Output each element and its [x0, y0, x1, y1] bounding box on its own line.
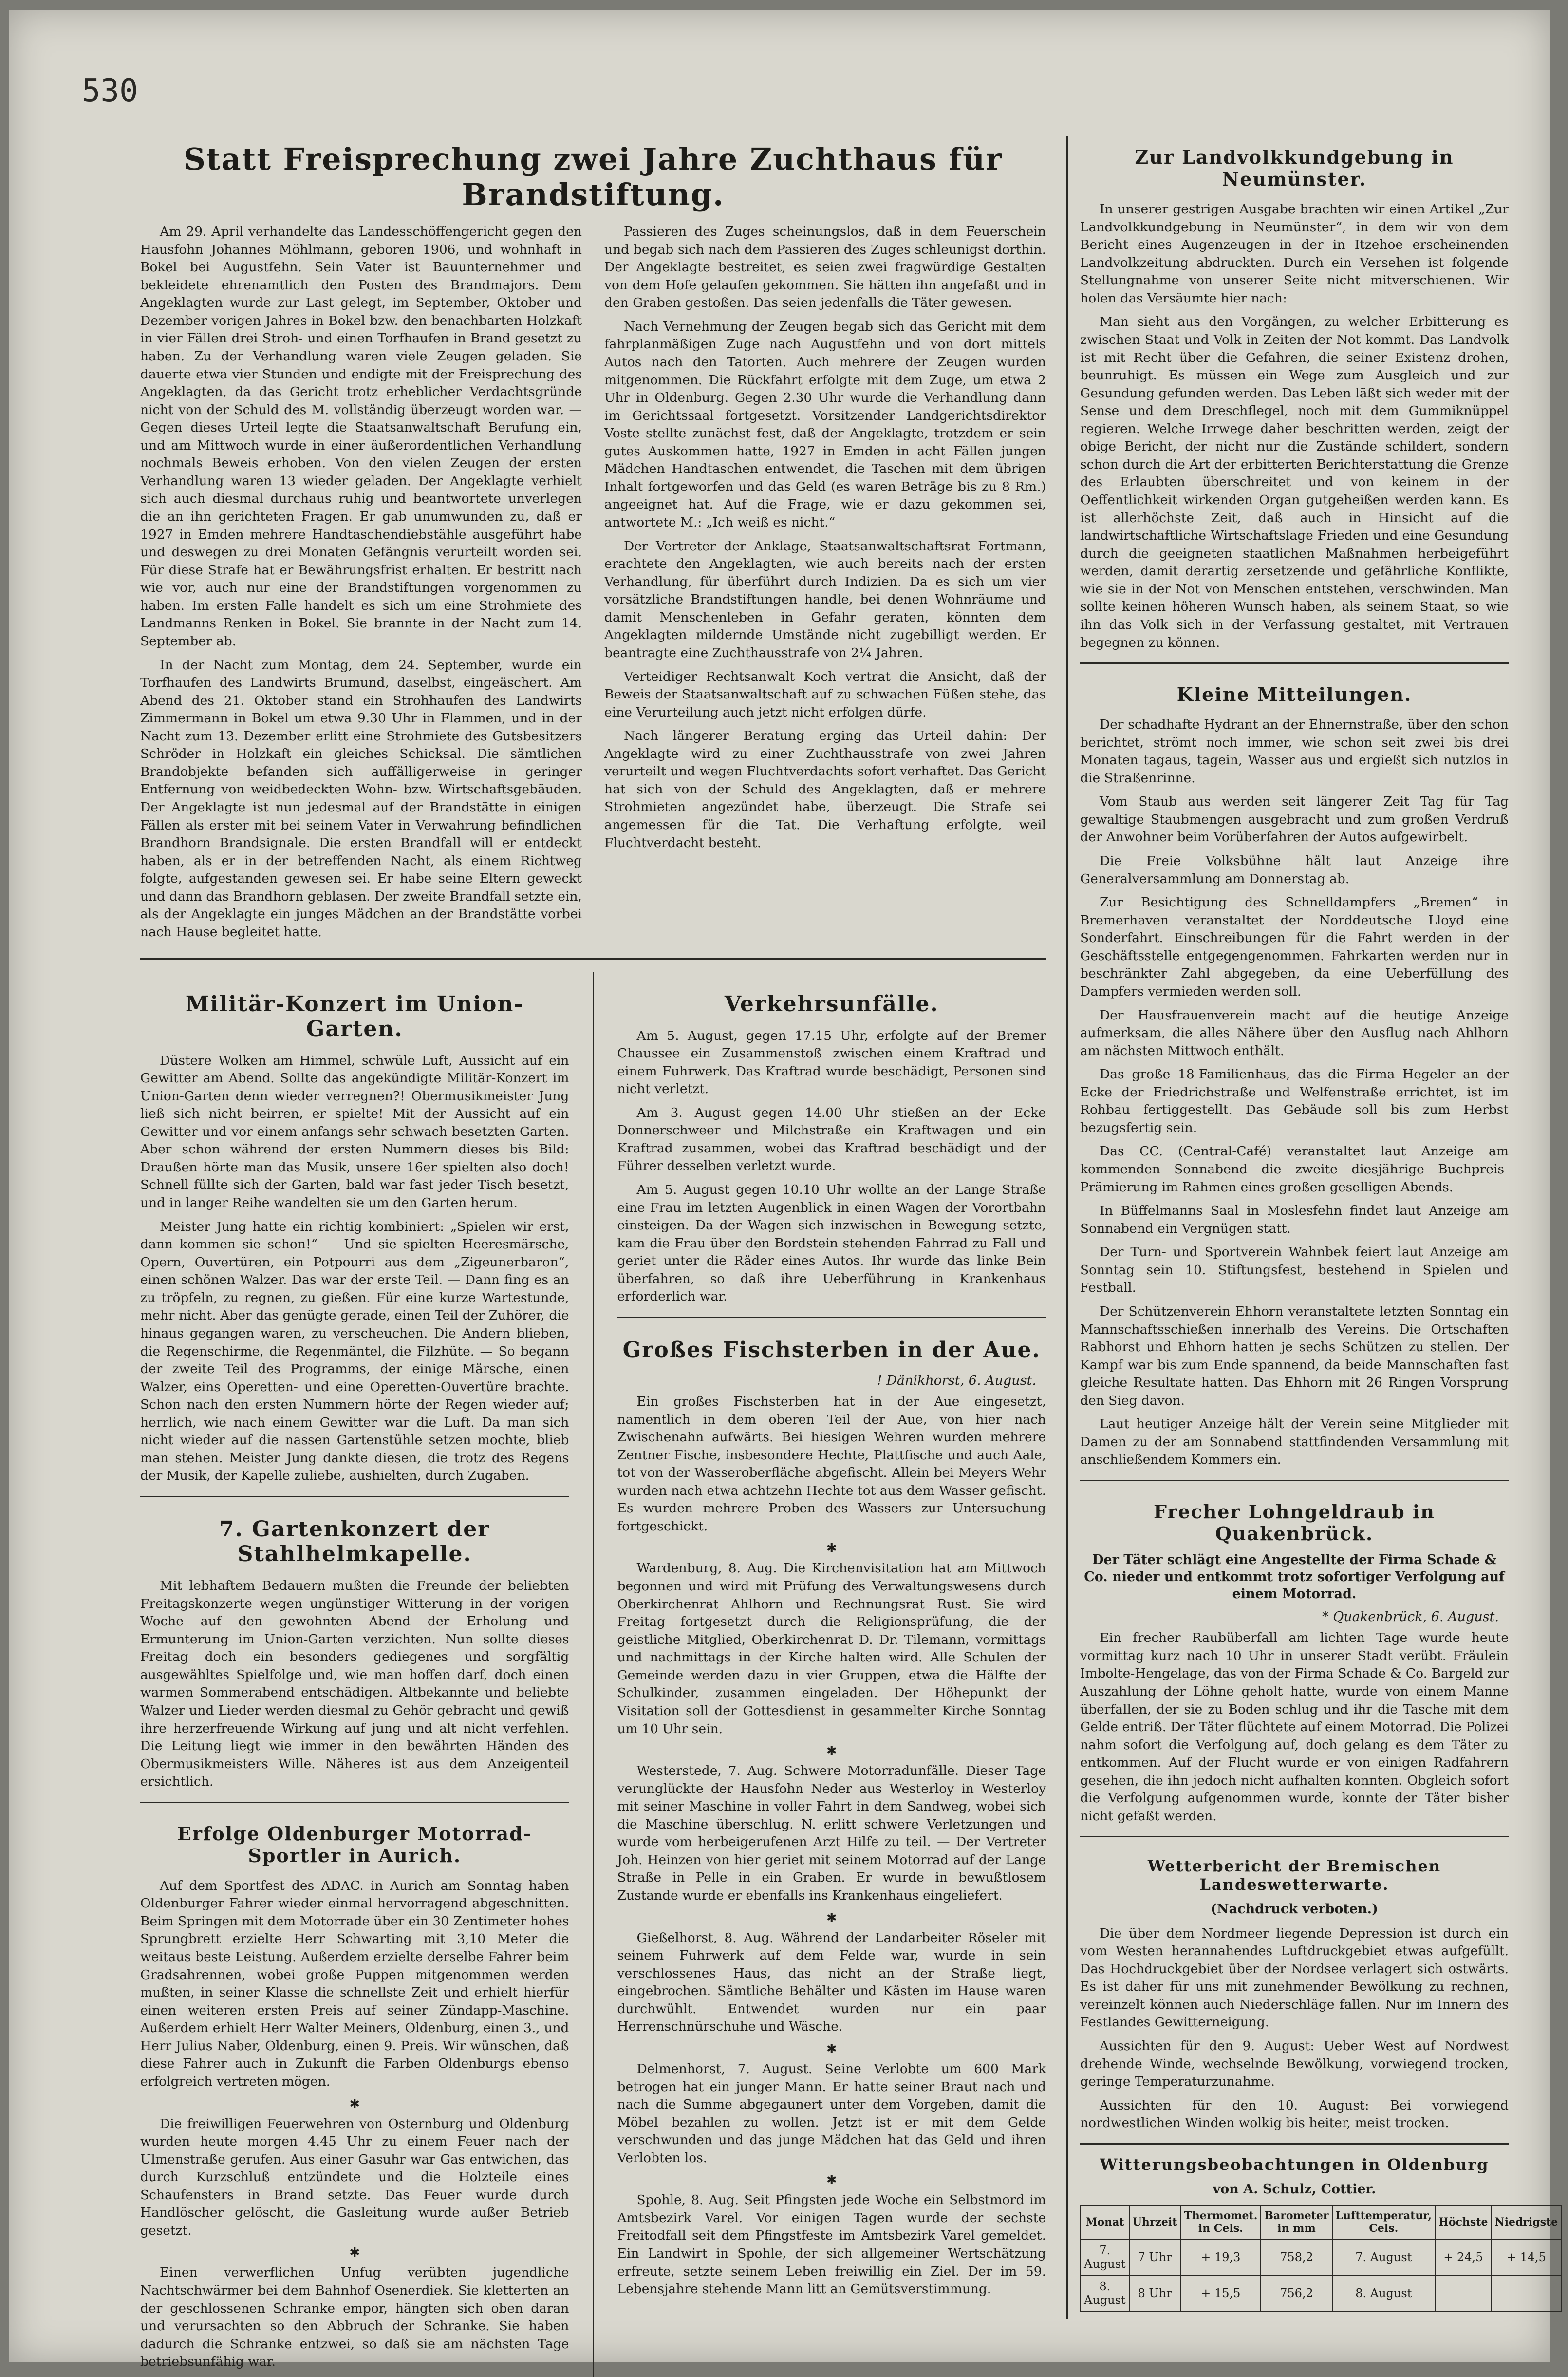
article-paragraph: Laut heutiger Anzeige hält der Verein seine Mitglieder mit Damen zu der am Sonnabend stattfindenden Versammlung mit anschließendem Kommers ein. — [1080, 1416, 1509, 1468]
raub-subline: Der Täter schlägt eine Angestellte der Firma Schade & Co. nieder und entkommt trotz sofortiger Verfolgung auf einem Motorrad. — [1084, 1552, 1505, 1602]
weather-table-cell: 8 Uhr — [1129, 2275, 1181, 2311]
article-paragraph: Aussichten für den 10. August: Bei vorwiegend nordwestlichen Winden wolkig bis heiter, meist trocken. — [1080, 2097, 1509, 2131]
garden-concert-headline: 7. Gartenkonzert der Stahlhelmkapelle. — [219, 1517, 490, 1566]
section-divider — [140, 958, 1046, 960]
lower-right-column — [617, 972, 1046, 2377]
star-divider: ✱ — [826, 1744, 837, 1759]
article-paragraph: Aussichten für den 9. August: Ueber West auf Nordwest drehende Winde, wechselnde Bewölkung, vorwiegend trocken, geringe Temperaturzunahme. — [1080, 2038, 1509, 2090]
weather-table-column-header: Thermomet. in Cels. — [1180, 2205, 1261, 2239]
section-divider — [140, 1802, 569, 1803]
article-paragraph: Der Turn- und Sportverein Wahnbek feiert laut Anzeige am Sonntag sein 10. Stiftungsfest, bestehend in Spielen und Festball. — [1080, 1245, 1509, 1296]
article-paragraph: Am 5. August gegen 10.10 Uhr wollte an der Lange Straße eine Frau im letzten Augenblick in einen Wagen der Vorortbahn einsteigen. Da der Wagen sich inzwischen in Bewegung setzte, kam die Frau über den Bordstein stehenden Fahrrad zu Fall und geriet unter die Räder eines Autos. Ihr wurde das linke Bein überfahren, so daß ihre Ueberführung in Krankenhaus erforderlich war. — [617, 1182, 1046, 1304]
sidebar-column — [1080, 132, 1558, 2312]
raub-dateline: * Quakenbrück, 6. August. — [1322, 1609, 1499, 1625]
traffic-body — [617, 1027, 1046, 1306]
fish-body — [617, 1393, 1046, 2299]
motor-headline: Erfolge Oldenburger Motorrad-Sportler in Aurich. — [177, 1822, 532, 1867]
main-column — [140, 132, 1046, 2377]
wetter-headline: Wetterbericht der Bremischen Landeswetterwarte. — [1147, 1857, 1441, 1894]
article-paragraph: In der Nacht zum Montag, dem 24. September, wurde ein Torfhaufen des Landwirts Brumund, daselbst, eingeäschert. Am Abend des 21. Oktober stand ein Strohhaufen des Landwirts Zimmermann in Bokel um etwa 9.30 Uhr in Flammen, und in der Nacht zum 13. Dezember erlitt eine Strohmiete des Gutsbesitzers Schröder in Holzkaft ein gleiches Schicksal. Die sämtlichen Brandobjekte befanden sich auffälligerweise in geringer Entfernung von weidbedeckten Wohn- bzw. Wirtschaftsgebäuden. Der Angeklagte ist nun jedesmal auf der Brandstätte in einigen Fällen als erster mit bei seinem Vater in Verwahrung befindlichen Brandhorn Brandsignale. Die ersten Brandfall will er entdeckt haben, als er in der betreffenden Nacht, als einem Richtweg folgte, aufgestanden gewesen sei. Er habe seine Eltern geweckt und dann das Brandhorn geblasen. Der zweite Brandfall setzte ein, als der Angeklagte ein junges Mädchen an der Brandstätte vorbei nach Hause begleitet hatte. — [140, 657, 582, 940]
weather-table-cell: 7 Uhr — [1129, 2239, 1181, 2275]
news-note: Wardenburg, 8. Aug. Die Kirchenvisitation hat am Mittwoch begonnen und wird mit Prüfung des Verwaltungswesens durch Oberkirchenrat Ahlhorn und Rechnungsrat Rust. Sie wird Freitag fortgesetzt durch die Religionsprüfung, die der geistliche Mitglied, Oberkirchenrat D. Dr. Tilemann, vormittags und nachmittags in der Kirche halten wird. Alle Schulen der Gemeinde werden dazu in vier Gruppen, etwa die Hälfte der Schulkinder, zusammen eingeladen. Der Höhepunkt der Visitation soll der Gottesdienst in gesammelter Kirche Sonntag um 10 Uhr sein. — [617, 1561, 1046, 1736]
concert-body — [140, 1052, 569, 1486]
news-note: Delmenhorst, 7. August. Seine Verlobte um 600 Mark betrogen hat ein junger Mann. Er hatte seiner Braut nach und nach die Summe abgegaunert unter dem Vorgeben, damit die Möbel bezahlen zu wollen. Jetzt ist er mit dem Gelde verschwunden und das junge Mädchen hat das Geld und ihren Verlobten los. — [617, 2061, 1046, 2166]
star-divider: ✱ — [826, 1910, 837, 1925]
weather-table-column-header: Lufttemperatur, Cels. — [1332, 2205, 1436, 2239]
news-note: Westerstede, 7. Aug. Schwere Motorradunfälle. Dieser Tage verunglückte der Hausfohn Neder aus Westerloy in Westerloy mit seiner Maschine in voller Fahrt in dem Sandweg, wobei sich die Maschine überschlug. N. erlitt schwere Verletzungen und wurde vom herbeigerufenen Arzt Hilfe zu teil. — Der Vertreter Joh. Heinzen von hier geriet mit seinem Motorrad auf der Lange Straße in Pelle in ein Graben. Er wurde in bewußtlosem Zustande wurde er ebenfalls ins Krankenhaus eingeliefert. — [617, 1763, 1046, 1903]
weather-table-column-header: Monat — [1081, 2205, 1129, 2239]
traffic-headline: Verkehrsunfälle. — [724, 991, 939, 1017]
weather-table-column-header: Höchste — [1435, 2205, 1491, 2239]
kundgebung-headline: Zur Landvolkkundgebung in Neumünster. — [1135, 146, 1454, 190]
article-paragraph: Zur Besichtigung des Schnelldampfers „Bremen“ in Bremerhaven veranstaltet der Norddeutsche Lloyd eine Sonderfahrt. Einschreibungen für die Fahrt werden in der Geschäftsstelle entgegengenommen. Fahrkarten werden nur in beschränkter Zahl abgegeben, da eine Ueberfüllung des Dampfers vermieden werden soll. — [1080, 895, 1509, 999]
article-paragraph: Ein großes Fischsterben hat in der Aue eingesetzt, namentlich in dem oberen Teil der Aue, von hier nach Zwischenahn aufwärts. Bei hiesigen Wehren wurden mehrere Zentner Fische, insbesondere Hechte, Plattfische und auch Aale, tot von der Wasseroberfläche abgefischt. Allein bei Meyers Wehr wurden nach etwa achtzehn Hechte tot aus dem Wasser gefischt. Es wurden mehrere Proben des Wassers zur Untersuchung fortgeschickt. — [617, 1394, 1046, 1534]
fish-headline: Großes Fischsterben in der Aue. — [622, 1337, 1041, 1362]
weather-table-row — [1081, 2275, 1561, 2311]
article-paragraph: Am 5. August, gegen 17.15 Uhr, erfolgte auf der Bremer Chaussee ein Zusammenstoß zwischen einem Kraftrad und einem Fuhrwerk. Das Kraftrad wurde beschädigt, Personen sind nicht verletzt. — [617, 1028, 1046, 1097]
article-paragraph: Der Hausfrauenverein macht auf die heutige Anzeige aufmerksam, die alles Nähere über den Ausflug nach Ahlhorn am nächsten Mittwoch enthält. — [1080, 1007, 1509, 1058]
raub-headline: Frecher Lohngeldraub in Quakenbrück. — [1154, 1501, 1435, 1545]
article-paragraph: Das große 18-Familienhaus, das die Firma Hegeler an der Ecke der Friedrichstraße und Welfenstraße errichtet, ist im Rohbau fertiggestellt. Das Gebäude soll bis zum Herbst bezugsfertig sein. — [1080, 1067, 1509, 1135]
weather-table-cell: + 24,5 — [1435, 2239, 1491, 2275]
article-paragraph: Die über dem Nordmeer liegende Depression ist durch ein vom Westen herannahendes Luftdruckgebiet etwas aufgefüllt. Das Hochdruckgebiet über der Nordsee verlagert sich ostwärts. Es ist daher für uns mit zunehmender Bewölkung zu rechnen, vereinzelt können auch Niederschläge fallen. Nur im Innern des Festlandes Gewitterneigung. — [1080, 1925, 1509, 2030]
article-paragraph: Verteidiger Rechtsanwalt Koch vertrat die Ansicht, daß der Beweis der Staatsanwaltschaft auf zu schwachen Füßen stehe, das eine Verurteilung auch jetzt nicht erfolgen dürfe. — [604, 669, 1046, 720]
article-paragraph: Der Vertreter der Anklage, Staatsanwaltschaftsrat Fortmann, erachtete den Angeklagten, wie auch bereits nach der ersten Verhandlung, für überführt durch Indizien. Da es sich um vier vorsätzliche Brandstiftungen handle, bei denen Wohnräume und damit Menschenleben in Gefahr geraten, könnten dem Angeklagten mildernde Umstände nicht zugebilligt werden. Er beantragte eine Zuchthausstrafe von 2¼ Jahren. — [604, 538, 1046, 660]
weather-table-row — [1081, 2239, 1561, 2275]
section-divider — [1080, 662, 1509, 664]
weather-table-cell: 7. August — [1081, 2239, 1129, 2275]
weather-table-cell — [1435, 2275, 1491, 2311]
article-paragraph: Nach längerer Beratung erging das Urteil dahin: Der Angeklagte wird zu einer Zuchthausstrafe von zwei Jahren verurteilt und wegen Fluchtverdachts sofort verhaftet. Das Gericht hat sich von der Schuld des Angeklagten, daß er mehrere Strohmieten angezündet habe, überzeugt. Die Strafe sei angemessen für die Tat. Die Verhaftung erfolgte, weil Fluchtverdacht besteht. — [604, 728, 1046, 850]
lower-left-column — [140, 972, 569, 2377]
section-divider — [1080, 1480, 1509, 1481]
weather-table-cell: + 19,3 — [1180, 2239, 1261, 2275]
wetter-body — [1080, 1925, 1509, 2132]
weather-table-cell — [1491, 2275, 1561, 2311]
weather-table-cell: 8. August — [1081, 2275, 1129, 2311]
weather-table-header — [1081, 2205, 1561, 2239]
weather-table — [1080, 2205, 1562, 2312]
weather-table-column-header: Niedrigste — [1491, 2205, 1561, 2239]
section-divider — [1080, 2143, 1509, 2145]
article-paragraph: Düstere Wolken am Himmel, schwüle Luft, Aussicht auf ein Gewitter am Abend. Sollte das angekündigte Militär-Konzert im Union-Garten denn wieder verregnen?! Obermusikmeister Jung ließ sich nicht beirren, er spielte! Mit der Aussicht auf ein Gewitter und vor einem anfangs sehr schwach besetzten Garten. Aber schon während der ersten Nummern dieses bis Bild: Draußen hörte man das Musik, unsere 16er spielten also doch! Schnell füllte sich der Garten, bald war fast jeder Tisch besetzt, und in langer Reihe wandelten sie um den Garten herum. — [140, 1053, 569, 1210]
newspaper-page — [9, 10, 1558, 2370]
article-paragraph: Die Freie Volksbühne hält laut Anzeige ihre Generalversammlung am Donnerstag ab. — [1080, 853, 1509, 887]
star-divider: ✱ — [826, 1541, 837, 1556]
section-divider — [617, 1317, 1046, 1318]
star-divider: ✱ — [349, 2245, 360, 2261]
section-divider — [1080, 1836, 1509, 1837]
raub-body — [1080, 1629, 1509, 1825]
beobachtung-headline: Witterungsbeobachtungen in Oldenburg — [1100, 2155, 1489, 2174]
column-divider — [593, 972, 594, 2377]
weather-table-cell: 8. August — [1332, 2275, 1436, 2311]
star-divider: ✱ — [826, 2041, 837, 2056]
news-note: Gießelhorst, 8. Aug. Während der Landarbeiter Röseler mit seinem Fuhrwerk auf dem Felde war, wurde in sein verschlossenes Haus, das nicht an der Straße liegt, eingebrochen. Sämtliche Behälter und Kästen im Hause waren durchwühlt. Entwendet wurden nur ein paar Herrenschnürschuhe und Wäsche. — [617, 1930, 1046, 2035]
main-article-body — [140, 223, 1046, 947]
star-divider: ✱ — [826, 2173, 837, 2188]
kundgebung-body — [1080, 201, 1509, 652]
article-paragraph: Auf dem Sportfest des ADAC. in Aurich am Sonntag haben Oldenburger Fahrer wieder einmal hervorragend abgeschnitten. Beim Springen mit dem Motorrade über ein 30 Zentimeter hohes Sprungbrett erzielte Herr Schwarting mit 3,10 Meter die weitaus beste Leistung. Außerdem erzielte derselbe Fahrer beim Gradsahrennen, wobei große Puppen mitgenommen werden mußten, in seiner Klasse die schnellste Zeit und erhielt hierfür einen weiteren ersten Preis auf seiner Zündapp-Maschine. Außerdem erhielt Herr Walter Meiners, Oldenburg, einen 3., und Herr Julius Naber, Oldenburg, einen 9. Preis. Wir wünschen, daß diese Fahrer auch in Zukunft die Farben Oldenburgs ebenso erfolgreich vertreten mögen. — [140, 1878, 569, 2089]
weather-table-cell: + 14,5 — [1491, 2239, 1561, 2275]
weather-table-column-header: Barometer in mm — [1261, 2205, 1332, 2239]
weather-table-cell: 756,2 — [1261, 2275, 1332, 2311]
kleine-body — [1080, 716, 1509, 1469]
star-divider: ✱ — [349, 2096, 360, 2112]
main-article-right — [604, 223, 1046, 947]
kleine-headline: Kleine Mitteilungen. — [1176, 683, 1412, 706]
page-number: 530 — [82, 73, 138, 109]
weather-table-cell: + 15,5 — [1180, 2275, 1261, 2311]
article-paragraph: Passieren des Zuges scheinungslos, daß in dem Feuerschein und begab sich nach dem Passieren des Zuges schleunigst dorthin. Der Angeklagte bestreitet, es seien zwei fragwürdige Gestalten von dem Hofe gelaufen gekommen. Sie hätten ihn angefaßt und in den Graben gestoßen. Das seien jedenfalls die Täter gewesen. — [604, 224, 1046, 311]
garden-concert-body — [140, 1577, 569, 1791]
article-paragraph: Mit lebhaftem Bedauern mußten die Freunde der beliebten Freitagskonzerte wegen ungünstiger Witterung in der vorigen Woche auf den gewohnten Abend der Erholung und Ermunterung im Union-Garten verzichten. Nun sollte dieses Freitag doch ein besonders gediegenes und sorgfältig ausgewähltes Spielfolge und, wie man hoffen darf, doch einen warmen Sommerabend entschädigen. Altbekannte und beliebte Walzer und Lieder werden diesmal zu Gehör gebracht und gewiß ihre herzerfreuende Wirkung auf jung und alt nicht verfehlen. Die Leitung liegt wie immer in den bewährten Händen des Obermusikmeisters Wille. Näheres ist aus dem Anzeigenteil ersichtlich. — [140, 1578, 569, 1790]
beobachtung-subline: von A. Schulz, Cottier. — [1213, 2181, 1376, 2197]
article-paragraph: Nach Vernehmung der Zeugen begab sich das Gericht mit dem fahrplanmäßigen Zuge nach Augustfehn und von dort mittels Autos nach den Tatorten. Auch mehrere der Zeugen wurden mitgenommen. Die Rückfahrt erfolgte mit dem Zuge, um etwa 2 Uhr in Oldenburg. Gegen 2.30 Uhr wurde die Verhandlung dann im Gerichtssaal fortgesetzt. Vorsitzender Landgerichtsdirektor Voste stellte zunächst fest, daß der Angeklagte, trotzdem er sein gutes Auskommen hatte, 1927 in Emden in acht Fällen jungen Mädchen Handtaschen entwendet, die Taschen mit dem übrigen Inhalt fortgeworfen und das Geld (es waren Beträge bis zu 8 Rm.) angeeignet hat. Auf die Frage, wie er dazu gekommen sei, antwortete M.: „Ich weiß es nicht.“ — [604, 319, 1046, 530]
news-note: Einen verwerflichen Unfug verübten jugendliche Nachtschwärmer bei dem Bahnhof Osenerdiek. Sie kletterten an der geschlossenen Schranke empor, hängten sich oben daran und verursachten so den Abbruch der Schranke. Sie haben dadurch die Schranke entzwei, so daß sie am nächsten Tage betriebsunfähig war. — [140, 2265, 569, 2370]
news-note: Spohle, 8. Aug. Seit Pfingsten jede Woche ein Selbstmord im Amtsbezirk Varel. Vor einigen Tagen wurde der sechste Freitodfall seit dem Pfingstfeste im Amtsbezirk Varel gemeldet. Ein Landwirt in Spohle, der sich allgemeiner Wertschätzung erfreute, setzte seinem Leben freiwillig ein Ziel. Der im 59. Lebensjahre stehende Mann litt an Gemütsverstimmung. — [617, 2192, 1046, 2297]
article-paragraph: Vom Staub aus werden seit längerer Zeit Tag für Tag gewaltige Staubmengen ausgebracht und zum großen Verdruß der Anwohner beim Vorüberfahren der Autos aufgewirbelt. — [1080, 794, 1509, 845]
section-divider — [140, 1496, 569, 1497]
wetter-subline: (Nachdruck verboten.) — [1211, 1902, 1378, 1917]
article-paragraph: Der schadhafte Hydrant an der Ehnernstraße, über den schon berichtet, strömt noch immer, wie schon seit zwei bis drei Monaten tagaus, tagein, Wasser aus und ergießt sich nutzlos in die Straßenrinne. — [1080, 717, 1509, 786]
article-paragraph: Das CC. (Central-Café) veranstaltet laut Anzeige am kommenden Sonnabend die zweite diesjährige Buchpreis-Prämierung im Rahmen eines großen geselligen Abends. — [1080, 1144, 1509, 1195]
weather-table-body — [1081, 2239, 1561, 2311]
article-paragraph: Man sieht aus den Vorgängen, zu welcher Erbitterung es zwischen Staat und Volk in Zeiten der Not kommt. Das Landvolk ist mit Recht über die Gefahren, die seiner Existenz drohen, beunruhigt. Es müssen ein Wege zum Ausgleich und zur Gesundung gefunden werden. Das Leben läßt sich weder mit der Sense und dem Dreschflegel, noch mit dem Gummiknüppel regieren. Welche Irrwege daher beschritten werden, zeigt der obige Bericht, der nicht nur die Zustände schildert, sondern schon durch die Art der erbitterten Berichterstattung die Grenze des Erlaubten überschreitet und von keinem in der Oeffentlichkeit wirkenden Organ gutgeheißen werden kann. Es ist allerhöchste Zeit, daß auch in Hinsicht auf die landwirtschaftliche Wirtschaftslage Frieden und eine Gesundung durch die geeigneten staatlichen Maßnahmen herbeigeführt werden, damit derartig zersetzende und gefährliche Konflikte, wie sie in der Not von Menschen entstehen, verschwinden. Man sollte keinen höheren Wunsch haben, als seinem Staat, so wie ihn das Volk sich in der Verfassung gestaltet, mit Vertrauen begegnen zu können. — [1080, 314, 1509, 650]
column-divider — [1066, 136, 1068, 2319]
article-paragraph: Ein frecher Raubüberfall am lichten Tage wurde heute vormittag kurz nach 10 Uhr in unserer Stadt verübt. Fräulein Imbolte-Hengelage, das von der Firma Schade & Co. Bargeld zur Auszahlung der Löhne geholt hatte, wurde von einem Manne überfallen, der sie zu Boden schlug und ihr die Tasche mit dem Gelde entriß. Der Täter flüchtete auf einem Motorrad. Die Polizei nahm sofort die Verfolgung auf, doch gelang es dem Täter zu entkommen. Auf der Flucht wurde er von einigen Radfahrern gesehen, die ihn jedoch nicht aufhalten konnten. Obgleich sofort die Verfolgung aufgenommen wurde, konnte der Täter bisher nicht gefaßt werden. — [1080, 1630, 1509, 1824]
article-paragraph: Am 29. April verhandelte das Landesschöffengericht gegen den Hausfohn Johannes Möhlmann, geboren 1906, und wohnhaft in Bokel bei Augustfehn. Sein Vater ist Bauunternehmer und bekleidete ehrenamtlich den Posten des Brandmajors. Dem Angeklagten wurde zur Last gelegt, im September, Oktober und Dezember vorigen Jahres in Bokel bzw. den benachbarten Holzkaft in vier Fällen drei Stroh- und einen Torfhaufen in Brand gesetzt zu haben. Zu der Verhandlung waren viele Zeugen geladen. Sie dauerte etwa vier Stunden und endigte mit der Freisprechung des Angeklagten, da das Gericht trotz erheblicher Verdachtsgründe nicht von der Schuld des M. vollständig überzeugt worden war. — Gegen dieses Urteil legte die Staatsanwaltschaft Berufung ein, und am Mittwoch wurde in einer äußerordentlichen Verhandlung nochmals Beweis erhoben. Von den vielen Zeugen der ersten Verhandlung waren 13 wieder geladen. Der Angeklagte verhielt sich auch diesmal durchaus ruhig und beantwortete unverlegen die an ihn gerichteten Fragen. Er gab unumwunden zu, daß er 1927 in Emden mehrere Handtaschendiebstähle ausgeführt habe und deswegen zu drei Monaten Gefängnis verurteilt worden sei. Für diese Strafe hat er Bewährungsfrist erhalten. Er bestritt nach wie vor, auch nur eine der Brandstiftungen vorgenommen zu haben. Im ersten Falle handelt es sich um eine Strohmiete des Landmanns Renken in Bokel. Sie brannte in der Nacht zum 14. September ab. — [140, 224, 582, 649]
weather-table-cell: 7. August — [1332, 2239, 1436, 2275]
article-paragraph: Der Schützenverein Ehhorn veranstaltete letzten Sonntag ein Mannschaftsschießen innerhalb des Vereins. Die Ortschaften Rabhorst und Ehhorn hatten je sechs Schützen zu stellen. Der Kampf war bis zum Ende spannend, da beide Mannschaften fast gleiche Resultate hatten. Das Ehhorn mit 26 Ringen Vorsprung den Sieg davon. — [1080, 1303, 1509, 1408]
motor-body — [140, 1877, 569, 2371]
main-article-left — [140, 223, 582, 947]
main-headline: Statt Freisprechung zwei Jahre Zuchthaus für Brandstiftung. — [184, 141, 1003, 212]
weather-table-cell: 758,2 — [1261, 2239, 1332, 2275]
fish-dateline: ! Dänikhorst, 6. August. — [877, 1373, 1036, 1388]
news-note: Die freiwilligen Feuerwehren von Osternburg und Oldenburg wurden heute morgen 4.45 Uhr zu einem Feuer nach der Ulmenstraße gerufen. Aus einer Gasuhr war Gas entwichen, das durch Kurzschluß entzündete und die Holzteile eines Schaufensters in Brand setzte. Das Feuer wurde durch Handlöscher gelöscht, die Gasleitung wurde außer Betrieb gesetzt. — [140, 2116, 569, 2238]
article-paragraph: In Büffelmanns Saal in Moslesfehn findet laut Anzeige am Sonnabend ein Vergnügen statt. — [1080, 1203, 1509, 1236]
article-paragraph: In unserer gestrigen Ausgabe brachten wir einen Artikel „Zur Landvolkkundgebung in Neumünster“, in dem wir von dem Bericht eines Augenzeugen in der in Itzehoe erscheinenden Landvolkzeitung abdruckten. Durch ein Versehen ist folgende Stellungnahme von unserer Seite nicht mitverschienen. Wir holen das Versäumte hier nach: — [1080, 202, 1509, 306]
concert-headline: Militär-Konzert im Union-Garten. — [185, 991, 524, 1041]
lower-section — [140, 972, 1046, 2377]
article-paragraph: Am 3. August gegen 14.00 Uhr stießen an der Ecke Donnerschweer und Milchstraße ein Kraftwagen und ein Kraftrad zusammen, wobei das Kraftrad beschädigt und der Führer desselben verletzt wurde. — [617, 1105, 1046, 1174]
weather-table-column-header: Uhrzeit — [1129, 2205, 1181, 2239]
article-paragraph: Meister Jung hatte ein richtig kombiniert: „Spielen wir erst, dann kommen sie schon!“ — Und sie spielten Heeresmärsche, Opern, Ouvertüren, ein Potpourri aus dem „Zigeunerbaron“, einen schönen Walzer. Das war der erste Teil. — Dann fing es an zu tröpfeln, zu regnen, zu gießen. Für eine kurze Wartestunde, mehr nicht. Aber das genügte gerade, einen Teil der Zuhörer, die hinaus gegangen waren, zu verscheuchen. Die Andern blieben, die Regenschirme, die Regenmäntel, die Filzhüte. — So begann der zweite Teil des Programms, der einige Märsche, einen Walzer, eins Operetten- und eine Operetten-Ouvertüre brachte. Schon nach den ersten Nummern hörte der Regen wieder auf; herrlich, wie nach einem Gewitter war die Luft. Da man sich nicht wieder auf die nassen Gartenstühle setzen mochte, blieb man stehen. Meister Jung dankte diesen, die trotz des Regens der Musik, der Kapelle zuliebe, aushielten, durch Zugaben. — [140, 1219, 569, 1484]
